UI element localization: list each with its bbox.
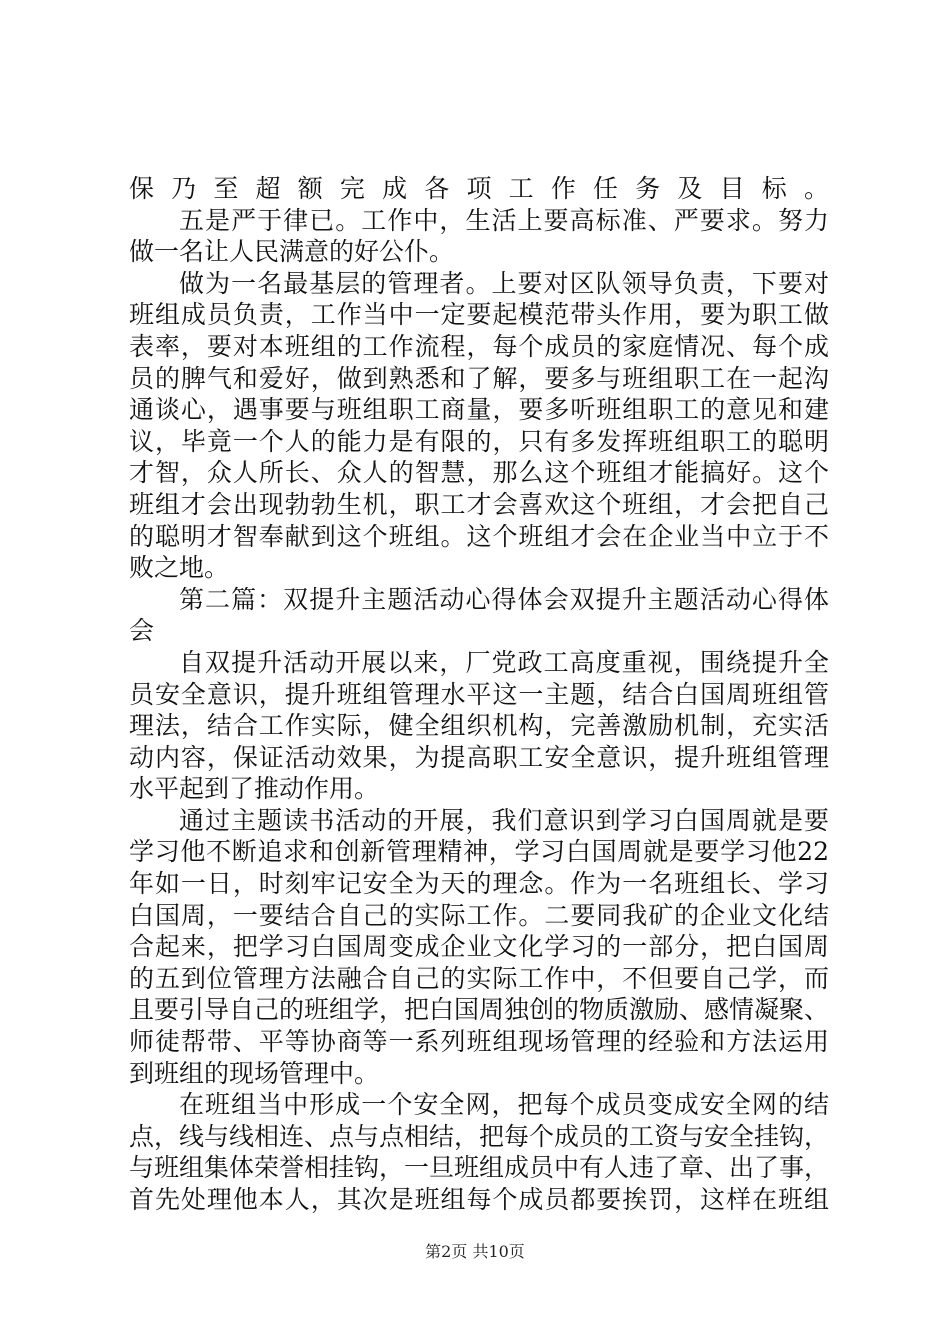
text-line: 年如一日，时刻牢记安全为天的理念。作为一名班组长、学习	[129, 869, 829, 899]
text-line: 与班组集体荣誉相挂钩，一旦班组成员中有人违了章、出了事，	[129, 1153, 830, 1183]
text-line: 班组才会出现勃勃生机，职工才会喜欢这个班组，才会把自己	[129, 489, 829, 519]
text-line: 才智，众人所长、众人的智慧，那么这个班组才能搞好。这个	[129, 458, 829, 488]
text-line: 议，毕竟一个人的能力是有限的，只有多发挥班组职工的聪明	[129, 426, 829, 456]
text-line: 做为一名最基层的管理者。上要对区队领导负责，下要对	[179, 268, 829, 298]
text-line: 班组成员负责，工作当中一定要起模范带头作用，要为职工做	[129, 300, 829, 330]
text-line: 到班组的现场管理中。	[129, 1058, 380, 1088]
text-line: 师徒帮带、平等协商等一系列班组现场管理的经验和方法运用	[129, 1027, 829, 1057]
section-heading-line: 会	[129, 616, 155, 646]
section-heading-line: 第二篇：双提升主题活动心得体会双提升主题活动心得体	[179, 584, 829, 614]
text-line: 动内容，保证活动效果，为提高职工安全意识，提升班组管理	[129, 742, 829, 772]
text-line: 在班组当中形成一个安全网，把每个成员变成安全网的结	[179, 1090, 829, 1120]
text-line: 理法，结合工作实际，健全组织机构，完善激励机制，充实活	[129, 711, 829, 741]
text-line: 学习他不断追求和创新管理精神，学习白国周就是要学习他22	[129, 837, 829, 867]
text-line: 且要引导自己的班组学，把白国周独创的物质激励、感情凝聚、	[129, 995, 830, 1025]
text-line: 保乃至超额完成各项工作任务及目标。	[129, 174, 829, 203]
text-line: 通过主题读书活动的开展，我们意识到学习白国周就是要	[179, 805, 829, 835]
text-line: 五是严于律已。工作中，生活上要高标准、严要求。努力	[179, 205, 829, 235]
text-line: 水平起到了推动作用。	[129, 774, 380, 804]
text-line: 表率，要对本班组的工作流程，每个成员的家庭情况、每个成	[129, 331, 829, 361]
text-line: 员安全意识，提升班组管理水平这一主题，结合白国周班组管	[129, 679, 829, 709]
text-line: 首先处理他本人，其次是班组每个成员都要挨罚，这样在班组	[129, 1185, 829, 1214]
text-line: 自双提升活动开展以来，厂党政工高度重视，围绕提升全	[179, 647, 829, 677]
text-line: 员的脾气和爱好，做到熟悉和了解，要多与班组职工在一起沟	[129, 363, 829, 393]
text-line: 败之地。	[129, 553, 230, 583]
body-text	[129, 173, 829, 1216]
text-line: 合起来，把学习白国周变成企业文化学习的一部分，把白国周	[129, 932, 829, 962]
text-line: 白国周，一要结合自己的实际工作。二要同我矿的企业文化结	[129, 900, 829, 930]
text-line: 的五到位管理方法融合自己的实际工作中，不但要自己学，而	[129, 963, 829, 993]
page-number-footer: 第2页 共10页	[425, 1242, 525, 1261]
text-line: 点，线与线相连、点与点相结，把每个成员的工资与安全挂钩，	[129, 1121, 830, 1151]
text-line: 的聪明才智奉献到这个班组。这个班组才会在企业当中立于不	[129, 521, 829, 551]
text-line: 做一名让人民满意的好公仆。	[129, 237, 455, 267]
text-line: 通谈心，遇事要与班组职工商量，要多听班组职工的意见和建	[129, 395, 829, 425]
